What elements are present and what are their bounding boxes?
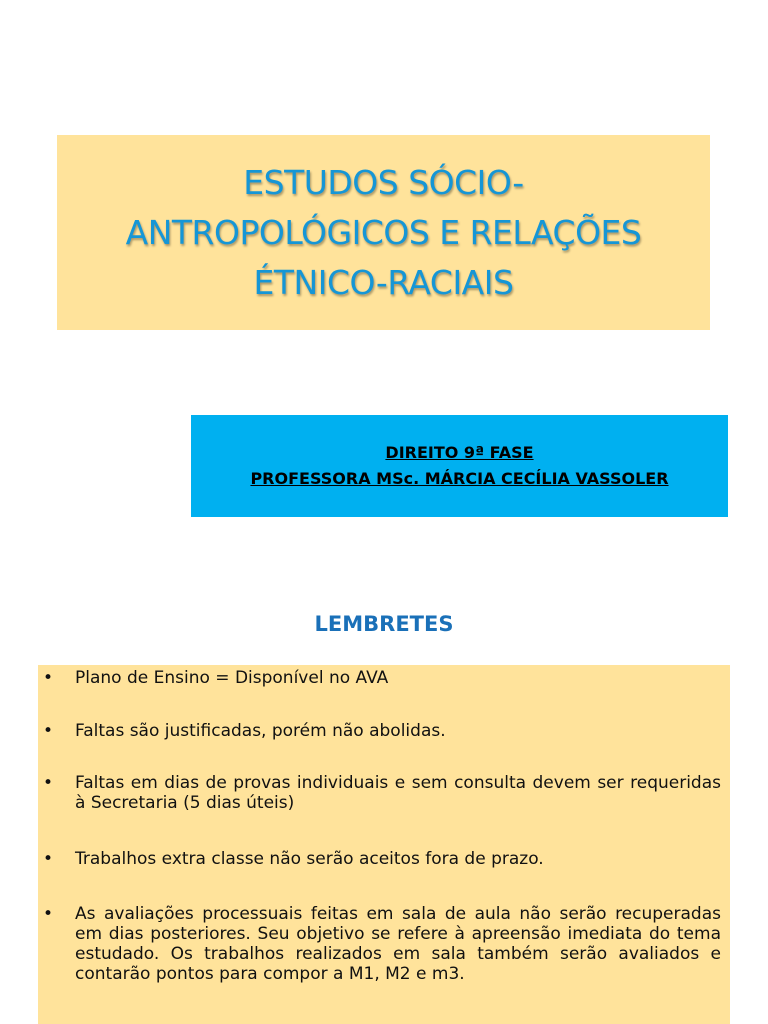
list-item-text: As avaliações processuais feitas em sala de aula não serão recuperadas em dias posteriores. Seu objetivo se refere à apreensão imediata do tema estudado. Os trabalhos realizados em sala também serão avaliados e contarão pontos para compor a M1, M2 e m3. [75, 904, 721, 984]
bullet-icon: • [43, 849, 54, 869]
title-line-2: ANTROPOLÓGICOS E RELAÇÕES [125, 212, 642, 252]
bullet-icon: • [43, 773, 54, 793]
list-item-text: Faltas em dias de provas individuais e sem consulta devem ser requeridas à Secretaria (5 dias úteis) [75, 773, 721, 813]
course-info-box [191, 415, 728, 517]
reminders-box [38, 665, 730, 1024]
bullet-icon: • [43, 904, 54, 924]
title-line-1: ESTUDOS SÓCIO- [243, 162, 524, 202]
bullet-icon: • [43, 668, 54, 688]
list-item-text: Faltas são justificadas, porém não abolidas. [75, 721, 446, 741]
bullet-icon: • [43, 721, 54, 741]
reminders-heading: LEMBRETES [314, 612, 454, 636]
list-item-text: Trabalhos extra classe não serão aceitos fora de prazo. [75, 849, 544, 869]
title-box [57, 135, 710, 330]
course-name: DIREITO 9ª FASE [385, 443, 534, 462]
list-item-text: Plano de Ensino = Disponível no AVA [75, 668, 389, 688]
title-line-3: ÉTNICO-RACIAIS [253, 262, 514, 302]
professor-name: PROFESSORA MSc. MÁRCIA CECÍLIA VASSOLER [250, 469, 669, 488]
